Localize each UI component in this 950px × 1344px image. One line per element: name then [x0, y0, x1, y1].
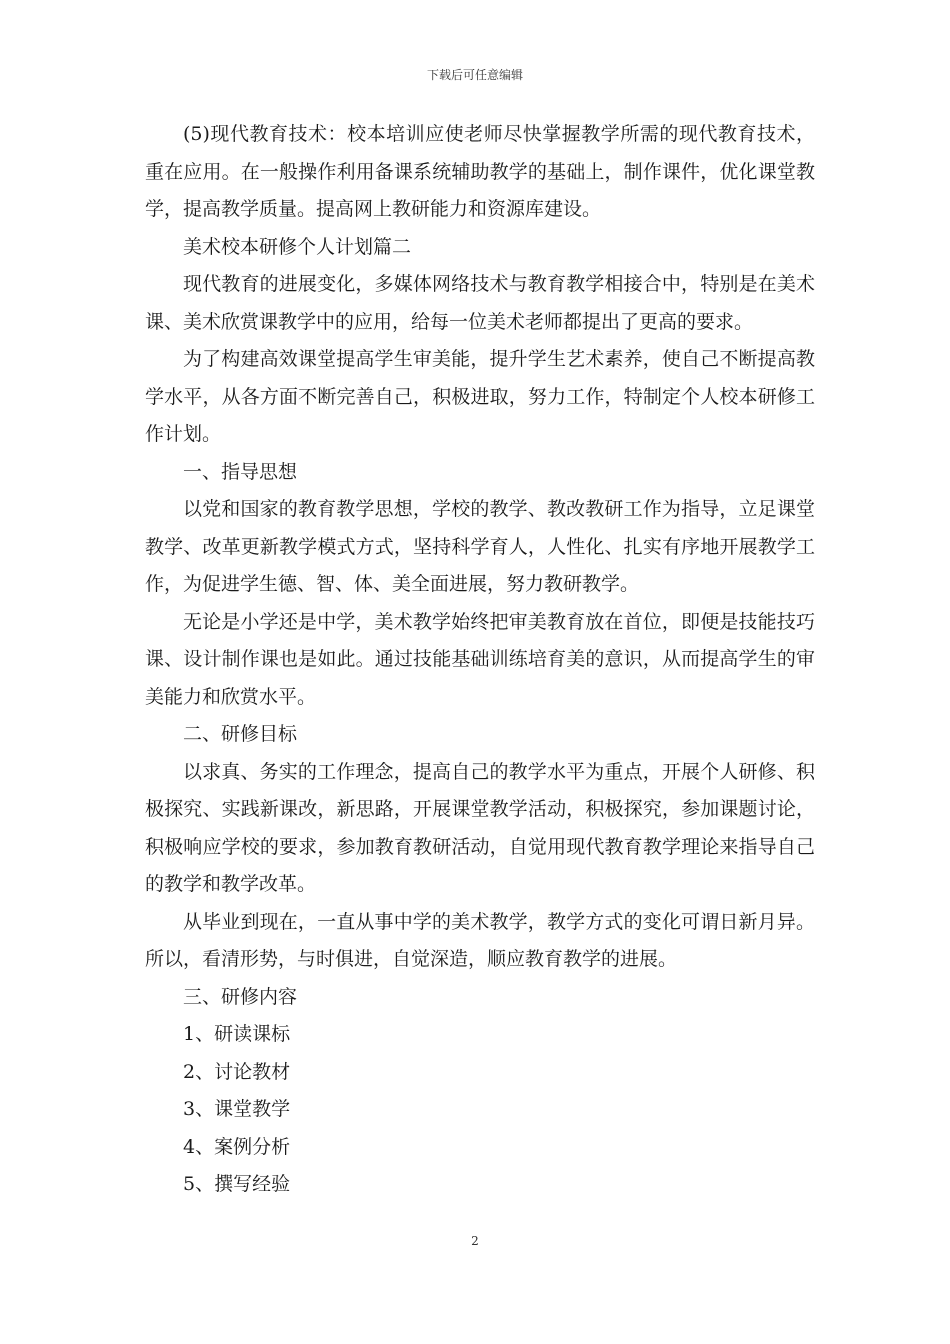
- page-header: 下载后可任意编辑: [426, 68, 523, 82]
- paragraph-goals: 以求真、务实的工作理念，提高自己的教学水平为重点，开展个人研修、积极探究、实践新课改，新思路，开展课堂教学活动，积极探究，参加课题讨论，积极响应学校的要求，参加教育教研活动，自觉用现代教育教学理论来指导自己的教学和教学改革。: [145, 760, 815, 895]
- paragraph-ideology: 以党和国家的教育教学思想，学校的教学、教改教研工作为指导，立足课堂教学、改革更新教学模式方式，坚持科学育人，人性化、扎实有序地开展教学工作，为促进学生德、智、体、美全面进展，努力教研教学。: [145, 498, 815, 595]
- paragraph-purpose: 为了构建高效课堂提高学生审美能，提升学生艺术素养，使自己不断提高教学水平，从各方面不断完善自己，积极进取，努力工作，特制定个人校本研修工作计划。: [145, 348, 815, 445]
- heading-guiding-ideology: 一、指导思想: [183, 460, 298, 483]
- list-item: 3、课堂教学: [183, 1098, 291, 1120]
- page-number: 2: [471, 1234, 479, 1248]
- section-title-plan-two: 美术校本研修个人计划篇二: [183, 235, 412, 258]
- heading-research-goals: 二、研修目标: [183, 723, 298, 745]
- list-item: 4、案例分析: [183, 1135, 291, 1158]
- list-item: 1、研读课标: [183, 1023, 291, 1045]
- paragraph-intro: 现代教育的进展变化，多媒体网络技术与教育教学相接合中，特别是在美术课、美术欣赏课教学中的应用，给每一位美术老师都提出了更高的要求。: [145, 273, 815, 333]
- paragraph-experience: 从毕业到现在，一直从事中学的美术教学，教学方式的变化可谓日新月异。所以，看清形势，与时俱进，自觉深造，顺应教育教学的进展。: [145, 910, 815, 970]
- list-item: 5、撰写经验: [183, 1173, 291, 1195]
- paragraph-modern-tech: (5)现代教育技术：校本培训应使老师尽快掌握教学所需的现代教育技术，重在应用。在一般操作利用备课系统辅助教学的基础上，制作课件，优化课堂教学，提高教学质量。提高网上教研能力和资源库建设。: [145, 123, 815, 220]
- heading-research-content: 三、研修内容: [183, 985, 298, 1008]
- document-body: [145, 116, 815, 1204]
- list-item: 2、讨论教材: [183, 1060, 291, 1083]
- paragraph-aesthetic-education: 无论是小学还是中学，美术教学始终把审美教育放在首位，即便是技能技巧课、设计制作课也是如此。通过技能基础训练培育美的意识，从而提高学生的审美能力和欣赏水平。: [145, 610, 815, 708]
